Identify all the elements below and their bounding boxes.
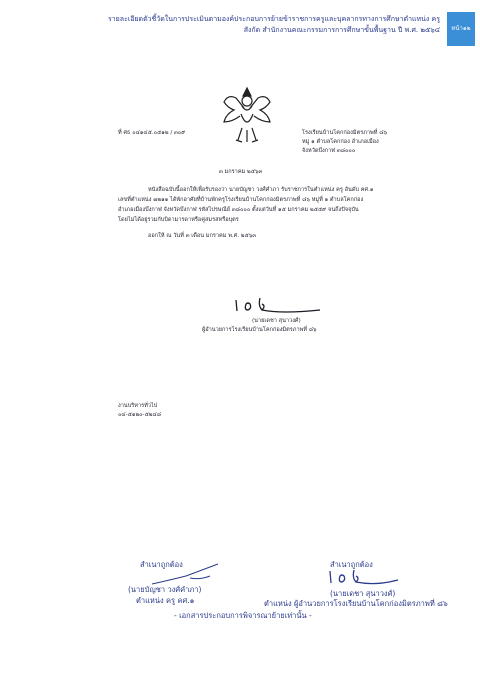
header-line-2: สังกัด สำนักงานคณะกรรมการการศึกษาขั้นพื้นฐาน ปี พ.ศ. ๒๕๖๔ [243,26,440,34]
certify-left-name: (นายบัญชา วงศ์คำภา) [128,585,202,594]
sender-line-2: หมู่ ๑ ตำบลโคกก่อง อำเภอเมือง [302,139,379,145]
director-name: (นายเดชา สุนาวงศ์) [252,318,301,324]
body-line-4: โดยไม่ได้อยู่รวมกับบิดามารดาหรือคู่สมรสหรือบุตร [118,217,239,223]
certify-right-title: ตำแหน่ง ผู้อำนวยการโรงเรียนบ้านโคกก่องมิตรภาพที่ ๘๖ [264,599,448,608]
body-line-3: อำเภอเมืองบึงกาฬ จังหวัดบึงกาฬ รหัสไปรษณีย์ ๓๘๐๐๐ ตั้งแต่วันที่ ๑๕ มกราคม ๒๕๕๙ จนถึงปัจจุบัน [118,207,359,213]
footer-note: - เอกสารประกอบการพิจารณาย้ายเท่านั้น - [174,611,312,620]
certify-right-label: สำเนาถูกต้อง [330,560,373,569]
certify-left-title: ตำแหน่ง ครู คศ.๑ [136,596,195,605]
body-line-2: เลขที่ตำแหน่ง ๗๒๑๑ ได้พักอาศัยที่บ้านพักครูโรงเรียนบ้านโคกก่องมิตรภาพที่ ๘๖ หมู่ที่ ๑ ตำบลโคกก่อง [118,197,364,203]
department-name: งานบริหารทั่วไป [118,403,158,409]
sender-line-1: โรงเรียนบ้านโคกก่องมิตรภาพที่ ๘๖ [302,130,388,136]
certify-right-name: (นายเดชา สุนาวงศ์) [330,589,396,598]
page-badge: หน้า๑๒ [447,12,475,46]
letter-date: ๓ มกราคม ๒๕๖๓ [219,169,263,175]
certify-left-label: สำเนาถูกต้อง [140,560,183,569]
sender-line-3: จังหวัดบึงกาฬ ๓๘๐๐๐ [302,148,356,154]
body-line-1: หนังสือฉบับนี้ออกให้เพื่อรับรองว่า นายบัญชา วงศ์คำภา รับราชการในตำแหน่ง ครู อันดับ คศ.๑ [148,187,374,193]
garuda-emblem-icon [218,84,276,146]
header-line-1: รายละเอียดตัวชี้วัดในการประเมินตามองค์ประกอบการย้ายข้าราชการครูและบุคลากรทางการศึกษาตำแหน่ง ครู [107,15,440,23]
department-phone: ๐๔-๕๑๒๐-๕๒๔๘ [118,412,162,418]
reference-number: ที่ ศธ ๐๔๑๔๕.๐๕๑๒ / ๓๐๙ [118,130,186,136]
director-title: ผู้อำนวยการโรงเรียนบ้านโคกก่องมิตรภาพที่ ๘๖ [202,327,317,333]
issued-date: ออกให้ ณ วันที่ ๓ เดือน มกราคม พ.ศ. ๒๕๖๓ [148,233,257,239]
